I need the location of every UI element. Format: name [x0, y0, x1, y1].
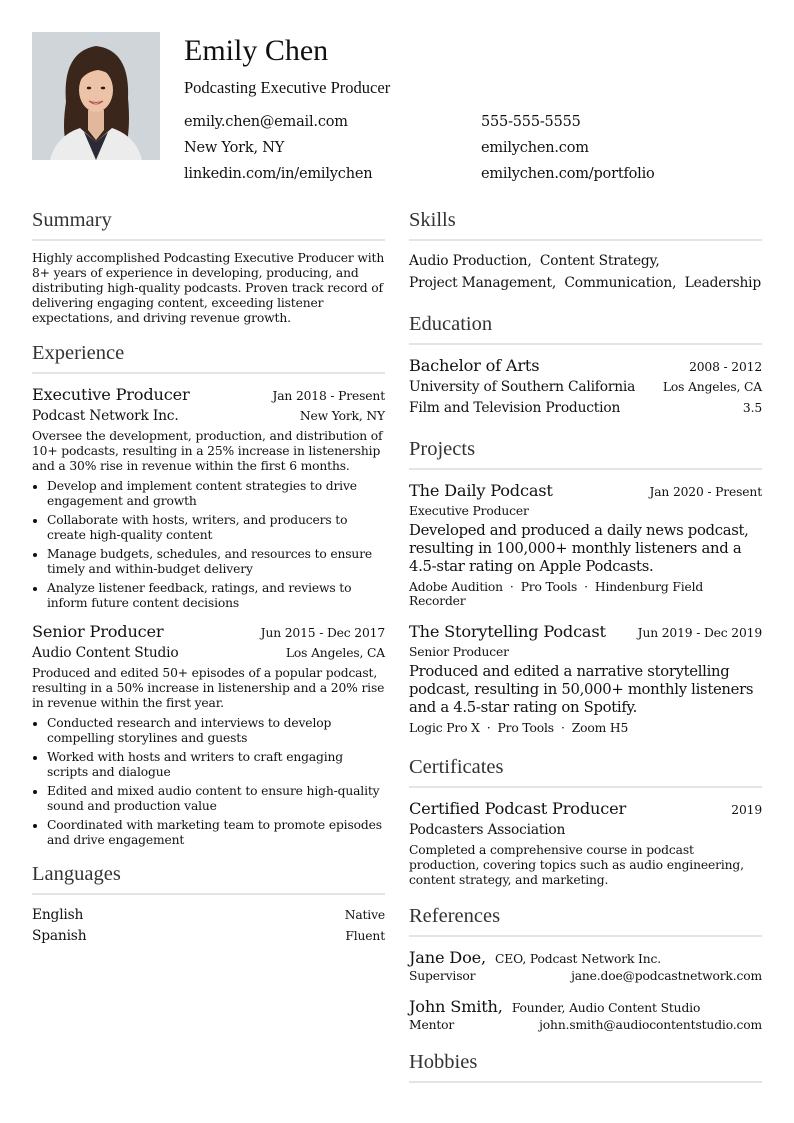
project-role: Senior Producer	[409, 645, 509, 659]
certificate-name: Certified Podcast Producer	[409, 799, 627, 818]
education-degree: Bachelor of Arts	[409, 356, 540, 375]
reference-name: Jane Doe,	[409, 948, 486, 967]
job-description: Oversee the development, production, and distribution of 10+ podcasts, resulting in a 25% increase in listenership and a 30% rise in revenue within the first 6 months.	[32, 429, 383, 473]
projects-heading: Projects	[409, 437, 762, 470]
job-bullets	[32, 716, 385, 848]
certificate-issuer: Podcasters Association	[409, 822, 566, 838]
project-tool: Pro Tools	[497, 721, 554, 735]
reference-entry	[409, 947, 762, 983]
language-level: Native	[344, 908, 385, 922]
job-bullet: • Collaborate with hosts, writers, and producers to create high-quality content	[47, 513, 385, 543]
right-column	[409, 208, 762, 1093]
project-description: Developed and produced a daily news podcast, resulting in 100,000+ monthly listeners and a 4.5-star rating on Apple Podcasts.	[409, 522, 749, 575]
hobbies-heading: Hobbies	[409, 1050, 762, 1083]
reference-email[interactable]: jane.doe@podcastnetwork.com	[571, 969, 762, 983]
job-description: Produced and edited 50+ episodes of a popular podcast, resulting in a 50% increase in listenership and a 20% rise in revenue within the first year.	[32, 666, 385, 710]
experience-heading: Experience	[32, 341, 385, 374]
profile-photo-image	[32, 32, 160, 160]
job-company: Podcast Network Inc.	[32, 408, 179, 424]
languages-heading: Languages	[32, 862, 385, 895]
job-bullet: • Manage budgets, schedules, and resources to ensure timely and within-budget delivery	[47, 547, 385, 577]
summary-text: Highly accomplished Podcasting Executive Producer with 8+ years of experience in developing, producing, and distributing high-quality podcasts. Proven track record of delivering engaging content, exceeding listener expectations, and driving revenue growth.	[32, 251, 385, 325]
job-entry	[32, 384, 385, 611]
job-dates: Jan 2018 - Present	[272, 389, 385, 403]
education-heading: Education	[409, 312, 762, 345]
contact-portfolio[interactable]: emilychen.com/portfolio	[481, 166, 655, 182]
project-tool: Zoom H5	[571, 721, 629, 735]
project-dates: Jun 2019 - Dec 2019	[637, 626, 762, 640]
certificate-year: 2019	[731, 803, 762, 817]
job-bullet: • Conducted research and interviews to develop compelling storylines and guests	[47, 716, 385, 746]
language-name: Spanish	[32, 928, 87, 944]
references-section	[409, 904, 762, 1032]
job-position: Senior Producer	[32, 622, 164, 641]
languages-section	[32, 862, 385, 947]
contact-email[interactable]: emily.chen@email.com	[184, 114, 348, 130]
project-tool: Logic Pro X	[409, 721, 480, 735]
project-dates: Jan 2020 - Present	[649, 485, 762, 499]
project-name: The Daily Podcast	[409, 481, 553, 500]
contact-location: New York, NY	[184, 140, 285, 156]
summary-heading: Summary	[32, 208, 385, 241]
contact-phone[interactable]: 555-555-5555	[481, 114, 581, 130]
education-dates: 2008 - 2012	[689, 360, 762, 374]
project-description: Produced and edited a narrative storytelling podcast, resulting in 50,000+ monthly listeners and a 4.5-star rating on Spotify.	[409, 663, 754, 716]
project-tool: Pro Tools	[520, 580, 578, 594]
reference-relation: Supervisor	[409, 969, 476, 983]
job-company: Audio Content Studio	[32, 645, 179, 661]
education-field: Film and Television Production	[409, 400, 621, 416]
hobbies-section	[409, 1050, 762, 1083]
language-level: Fluent	[345, 929, 385, 943]
language-name: English	[32, 907, 84, 923]
project-name: The Storytelling Podcast	[409, 622, 606, 641]
education-location: Los Angeles, CA	[662, 380, 762, 394]
skills-heading: Skills	[409, 208, 762, 241]
project-tool: Adobe Audition	[409, 580, 503, 594]
skills-line: Audio Production, Content Strategy,	[409, 253, 660, 269]
certificate-description: Completed a comprehensive course in podcast production, covering topics such as audio engineering, content strategy, and marketing.	[409, 843, 744, 887]
reference-name: John Smith,	[409, 997, 503, 1016]
job-location: New York, NY	[299, 409, 385, 423]
contact-website[interactable]: emilychen.com	[481, 140, 589, 156]
profile-photo	[32, 32, 160, 160]
job-bullet: • Analyze listener feedback, ratings, and reviews to inform future content decisions	[47, 581, 385, 611]
left-column	[32, 208, 385, 947]
project-entry	[409, 621, 762, 735]
contact-linkedin[interactable]: linkedin.com/in/emilychen	[184, 166, 373, 182]
project-tools: Logic Pro X · Pro Tools · Zoom H5	[409, 721, 629, 735]
education-gpa: 3.5	[742, 401, 762, 415]
job-bullets	[32, 479, 385, 611]
language-row	[32, 905, 385, 926]
summary-section	[32, 208, 385, 326]
project-entry	[409, 480, 762, 608]
project-role: Executive Producer	[409, 504, 529, 518]
job-position: Executive Producer	[32, 385, 190, 404]
skills-section	[409, 208, 762, 294]
reference-email[interactable]: john.smith@audiocontentstudio.com	[539, 1018, 762, 1032]
reference-entry	[409, 996, 762, 1032]
job-entry	[32, 621, 385, 848]
job-location: Los Angeles, CA	[285, 646, 385, 660]
person-name: Emily Chen	[184, 34, 329, 67]
experience-section	[32, 341, 385, 848]
language-row	[32, 926, 385, 947]
projects-section	[409, 437, 762, 735]
job-dates: Jun 2015 - Dec 2017	[260, 626, 385, 640]
project-tool: Hindenburg Field Recorder	[409, 580, 704, 608]
references-heading: References	[409, 904, 762, 937]
certificates-section	[409, 755, 762, 888]
education-school: University of Southern California	[409, 379, 636, 395]
job-title: Podcasting Executive Producer	[184, 78, 391, 97]
job-bullet: • Worked with hosts and writers to craft engaging scripts and dialogue	[47, 750, 385, 780]
education-section	[409, 312, 762, 419]
skills-line: Project Management, Communication, Leadership	[409, 275, 762, 291]
job-bullet: • Coordinated with marketing team to promote episodes and drive engagement	[47, 818, 385, 848]
reference-position: CEO, Podcast Network Inc.	[495, 952, 662, 966]
certificates-heading: Certificates	[409, 755, 762, 788]
job-bullet: • Edited and mixed audio content to ensure high-quality sound and production value	[47, 784, 385, 814]
job-bullet: • Develop and implement content strategies to drive engagement and growth	[47, 479, 385, 509]
project-tools: Adobe Audition · Pro Tools · Hindenburg Field Recorder	[409, 580, 704, 608]
reference-relation: Mentor	[409, 1018, 455, 1032]
reference-position: Founder, Audio Content Studio	[511, 1001, 701, 1015]
